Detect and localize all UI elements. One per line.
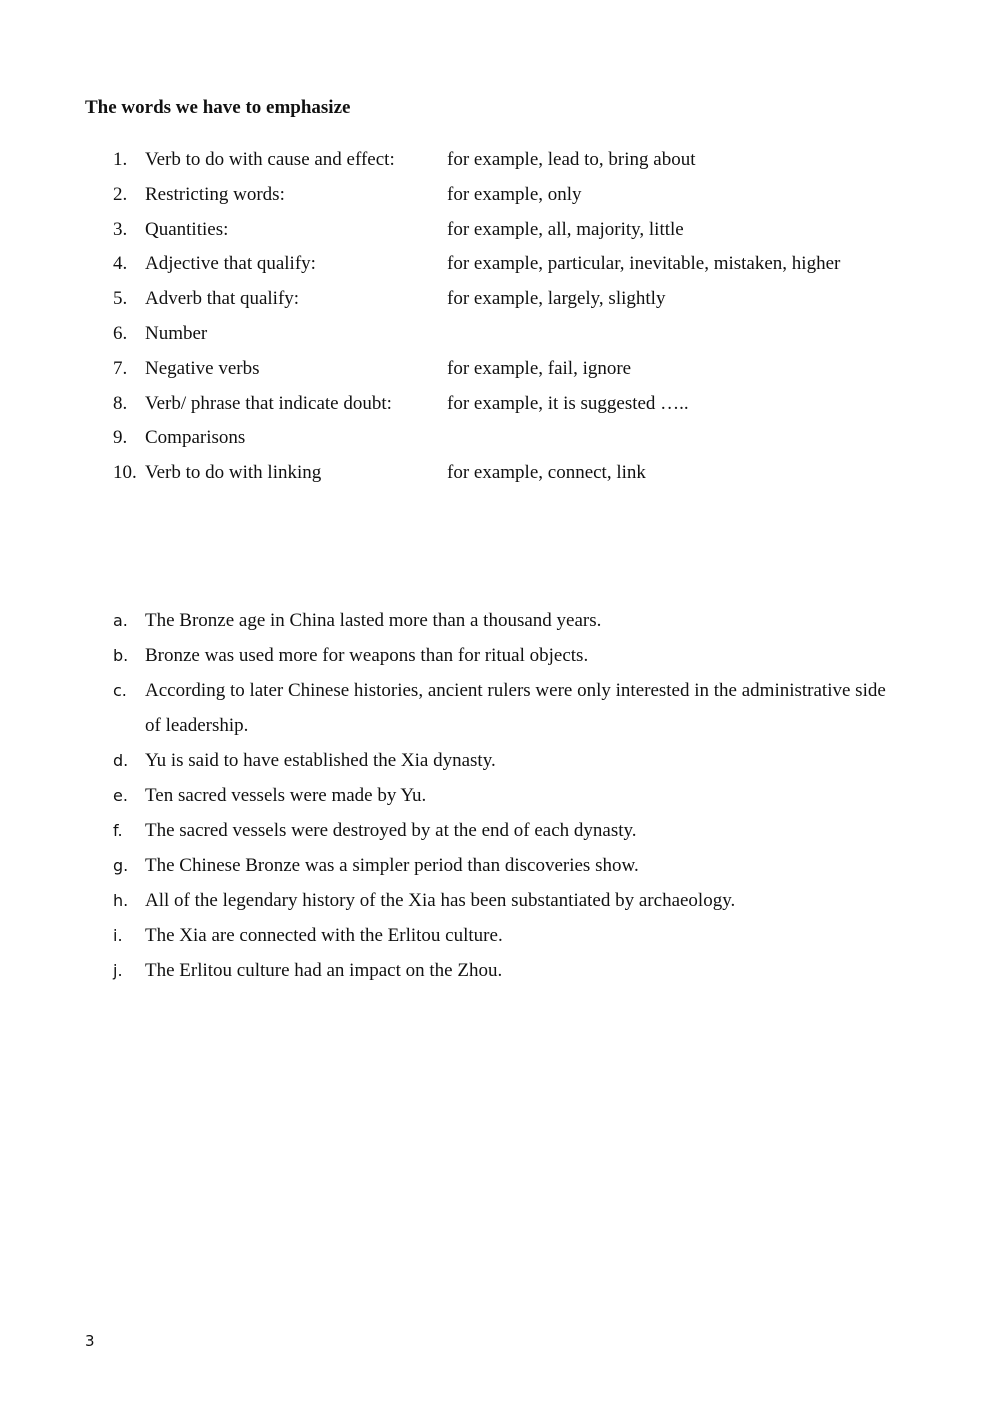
item-label: Number [145,322,208,344]
statement-item [85,743,905,778]
item-example: for example, connect, link [447,462,646,484]
statement-letter: a. [113,611,128,630]
item-number: 7. [113,357,128,379]
statement-text: According to later Chinese histories, ancient rulers were only interested in the administrative side of leadership. [145,680,886,736]
word-list-item [85,423,945,458]
item-label: Verb/ phrase that indicate doubt: [145,392,392,414]
item-number: 9. [113,427,128,449]
item-number: 8. [113,392,128,414]
word-list-item [85,319,945,354]
statement-item [85,603,905,638]
word-list-item [85,215,945,250]
statement-item [85,953,905,988]
page-number: 3 [85,1332,95,1350]
word-list-item [85,284,945,319]
statement-item [85,673,905,743]
statement-text: Bronze was used more for weapons than for ritual objects. [145,645,589,666]
item-number: 10. [113,462,137,484]
item-example: for example, fail, ignore [447,357,632,379]
item-label: Comparisons [145,427,246,449]
item-label: Adverb that qualify: [145,288,300,310]
emphasis-word-list [85,145,945,493]
item-number: 4. [113,253,128,275]
statement-letter: g. [113,856,129,875]
item-label: Negative verbs [145,357,260,379]
item-example: for example, all, majority, little [447,218,684,240]
statement-text: The Chinese Bronze was a simpler period than discoveries show. [145,855,639,876]
statement-letter: c. [113,681,127,700]
statement-text: All of the legendary history of the Xia has been substantiated by archaeology. [145,890,736,911]
item-label: Verb to do with linking [145,462,322,484]
word-list-item [85,145,945,180]
item-label: Restricting words: [145,183,285,205]
statement-text: The Bronze age in China lasted more than a thousand years. [145,610,602,631]
item-label: Verb to do with cause and effect: [145,149,395,170]
item-example: for example, only [447,183,582,205]
statement-letter: e. [113,786,128,805]
statement-letter: f. [113,821,123,840]
item-label: Adjective that qualify: [145,253,316,275]
item-number: 2. [113,183,128,205]
statement-list [85,603,905,988]
item-example: for example, largely, slightly [447,288,666,310]
statement-item [85,638,905,673]
statement-text: The Erlitou culture had an impact on the Zhou. [145,960,503,981]
statement-letter: j. [113,961,123,980]
statement-letter: i. [113,926,123,945]
item-example: for example, it is suggested ….. [447,392,689,414]
item-number: 6. [113,322,128,344]
item-example: for example, lead to, bring about [447,149,696,170]
page-heading: The words we have to emphasize [85,97,351,118]
statement-item [85,918,905,953]
item-number: 1. [113,149,128,170]
word-list-item [85,389,945,424]
statement-letter: d. [113,751,129,770]
word-list-item [85,249,945,284]
item-label: Quantities: [145,218,229,240]
statement-item [85,778,905,813]
statement-text: The Xia are connected with the Erlitou culture. [145,925,503,946]
statement-text: The sacred vessels were destroyed by at the end of each dynasty. [145,820,637,841]
statement-item [85,848,905,883]
statement-item [85,883,905,918]
statement-text: Ten sacred vessels were made by Yu. [145,785,427,806]
word-list-item [85,354,945,389]
item-example: for example, particular, inevitable, mistaken, higher [447,253,841,275]
statement-letter: h. [113,891,129,910]
item-number: 5. [113,288,128,310]
word-list-item [85,180,945,215]
word-list-item [85,458,945,493]
statement-item [85,813,905,848]
item-number: 3. [113,218,128,240]
statement-text: Yu is said to have established the Xia dynasty. [145,750,496,771]
statement-letter: b. [113,646,129,665]
